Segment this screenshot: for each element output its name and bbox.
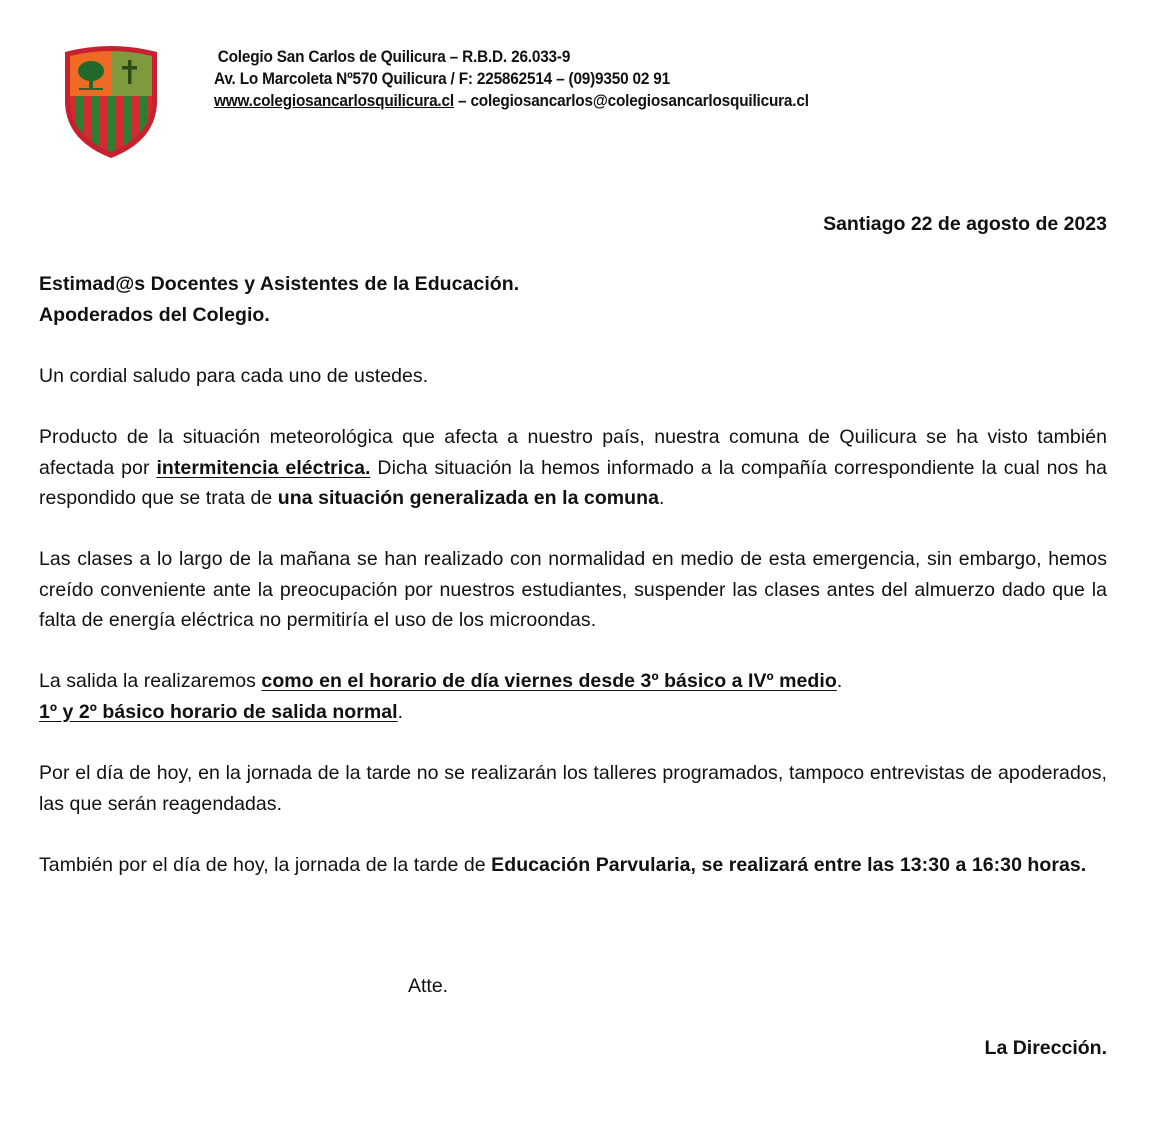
school-contact-line: [214, 90, 809, 112]
para3-text-1: La salida la realizaremos: [39, 670, 262, 692]
letter-date: Santiago 22 de agosto de 2023: [823, 213, 1107, 235]
closing: Atte.: [408, 975, 449, 997]
school-crest-icon: [62, 44, 160, 158]
para3-line-2: [39, 697, 1107, 728]
website-link[interactable]: www.colegiosancarlosquilicura.cl: [214, 92, 454, 110]
school-name-rbd: Colegio San Carlos de Quilicura – R.B.D. 26.033-9: [217, 48, 571, 66]
greeting-line-2: Apoderados del Colegio.: [39, 303, 270, 326]
para3-emphasis-1: como en el horario de día viernes desde 3º básico a IVº medio: [261, 670, 837, 692]
para1-text-3: .: [659, 487, 665, 509]
para3-text-2: .: [836, 670, 843, 692]
para3-line-1: [39, 666, 1107, 697]
paragraph-dismissal-schedule: [39, 666, 1107, 727]
para3-emphasis-2: 1º y 2º básico horario de salida normal: [39, 700, 398, 723]
paragraph-parvularia-schedule: [39, 850, 1107, 881]
paragraph-workshops-cancelled: Por el día de hoy, en la jornada de la tarde no se realizarán los talleres programados, tampoco entrevistas de apoderados, las que serán reagendadas.: [39, 762, 1107, 815]
para1-text-2: Dicha situación la hemos informado a la compañía correspondiente la cual nos ha respondido que se trata de: [39, 456, 1107, 509]
greeting-line-1: Estimad@s Docentes y Asistentes de la Educación.: [39, 273, 520, 295]
greeting: [39, 269, 1107, 330]
letterhead: [214, 46, 809, 112]
paragraph-power-outage: [39, 422, 1107, 514]
para5-text-1: También por el día de hoy, la jornada de la tarde de: [39, 854, 492, 876]
para1-text-1: Producto de la situación meteorológica que afecta a nuestro país, nuestra comuna de Quilicura se ha visto también afectada por: [39, 426, 1107, 479]
para1-emphasis-2: una situación generalizada en la comuna: [277, 487, 660, 509]
paragraph-classes-suspended: Las clases a lo largo de la mañana se han realizado con normalidad en medio de esta emergencia, sin embargo, hemos creído conveniente ante la preocupación por nuestros estudiantes, suspender las clases antes del almuerzo dado que la falta de energía eléctrica no permitiría el uso de los microondas.: [39, 548, 1107, 631]
para3-text-3: .: [397, 700, 404, 723]
email-address[interactable]: colegiosancarlos@colegiosancarlosquilicura.cl: [470, 92, 809, 110]
para1-emphasis-1: intermitencia eléctrica.: [156, 456, 371, 479]
salutation: Un cordial saludo para cada uno de ustedes.: [39, 365, 429, 387]
school-address-phone: Av. Lo Marcoleta Nº570 Quilicura / F: 225862514 – (09)9350 02 91: [214, 70, 671, 88]
signature: La Dirección.: [984, 1037, 1107, 1059]
para5-emphasis-1: Educación Parvularia, se realizará entre las 13:30 a 16:30 horas.: [491, 854, 1087, 876]
contact-separator: –: [453, 92, 471, 110]
